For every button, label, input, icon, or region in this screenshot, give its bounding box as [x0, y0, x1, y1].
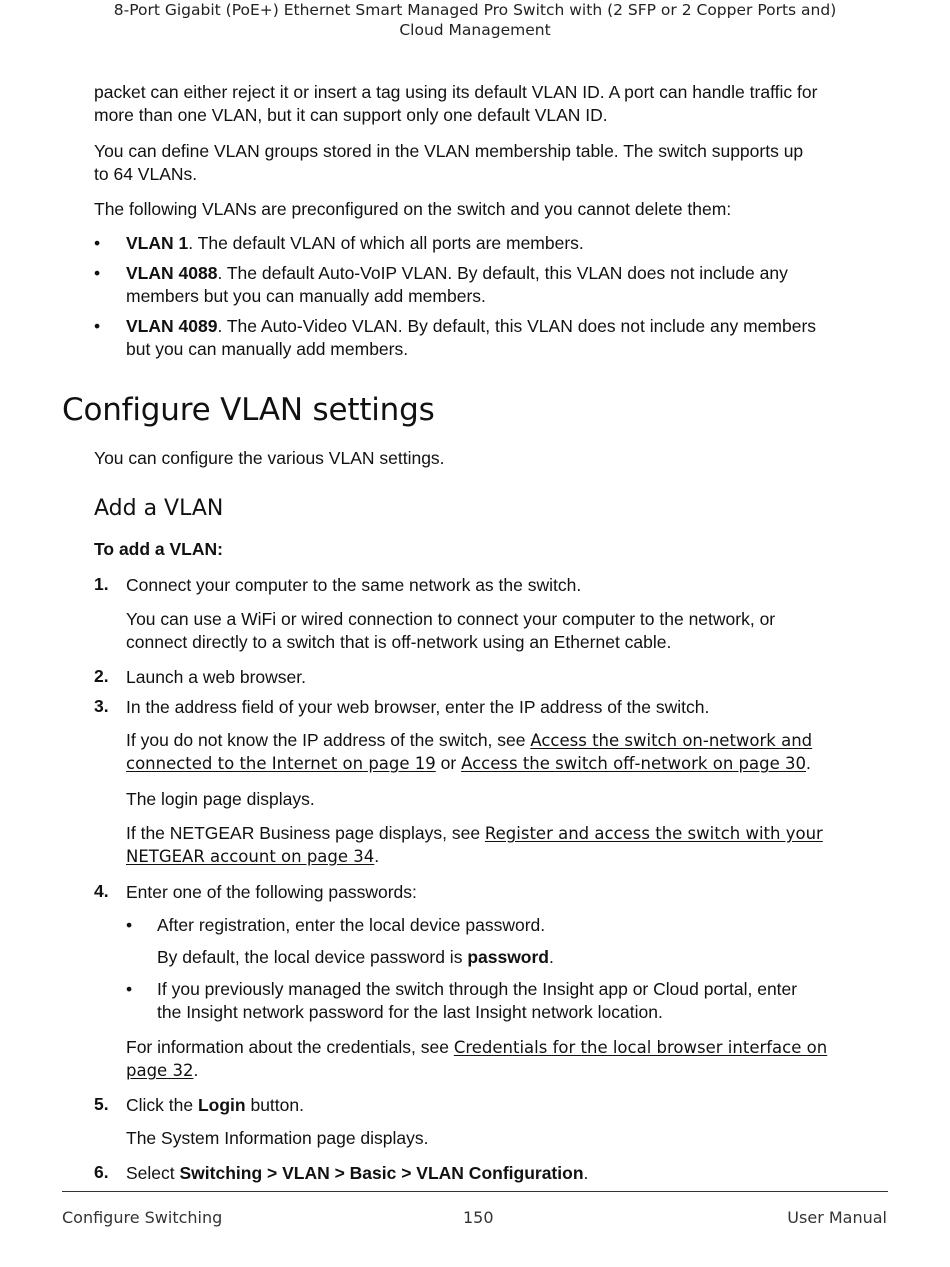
- step-6-text: Select Switching > VLAN > Basic > VLAN Configuration.: [126, 1163, 589, 1183]
- footer-doc-type: User Manual: [787, 1208, 887, 1227]
- step-3-ip-note: If you do not know the IP address of the switch, see Access the switch on-network and connected to the Internet on page 19 or Access the switch off-network on page 30.: [126, 730, 813, 773]
- link-access-on-network[interactable]: Access the switch on-network and: [530, 731, 813, 750]
- section-title: Configure VLAN settings: [62, 392, 435, 428]
- step-number: 3.: [94, 696, 109, 716]
- step-number: 4.: [94, 881, 109, 901]
- footer-chapter: Configure Switching: [62, 1208, 223, 1227]
- step-number: 2.: [94, 666, 109, 686]
- intro-paragraph-1: packet can either reject it or insert a tag using its default VLAN ID. A port can handle traffic for more than one VLAN, but it can support only one default VLAN ID.: [94, 82, 818, 125]
- step-number: 1.: [94, 574, 109, 594]
- link-access-on-network-cont[interactable]: connected to the Internet on page 19: [126, 754, 436, 773]
- step-1-text: Connect your computer to the same network as the switch.: [126, 575, 582, 595]
- link-register-access[interactable]: Register and access the switch with your: [484, 824, 823, 843]
- step-3-business-note: If the NETGEAR Business page displays, see Register and access the switch with your NETGEAR account on page 34.: [126, 823, 823, 866]
- section-intro: You can configure the various VLAN settings.: [94, 448, 445, 468]
- step-4-text: Enter one of the following passwords:: [126, 882, 417, 902]
- step-3-text: In the address field of your web browser, enter the IP address of the switch.: [126, 697, 710, 717]
- step-4-credentials-note: For information about the credentials, see Credentials for the local browser interface on page 32.: [126, 1037, 828, 1080]
- procedure-heading: To add a VLAN:: [94, 539, 223, 559]
- footer-page-number: 150: [463, 1208, 494, 1227]
- step-4-option-2: If you previously managed the switch through the Insight app or Cloud portal, enter the Insight network password for the last Insight network location.: [157, 979, 798, 1022]
- intro-paragraph-3: The following VLANs are preconfigured on the switch and you cannot delete them:: [94, 199, 732, 219]
- step-1-note: You can use a WiFi or wired connection to connect your computer to the network, or connect directly to a switch that is off-network using an Ethernet cable.: [126, 609, 776, 652]
- header-line-2: Cloud Management: [399, 21, 551, 39]
- vlan-list-item: VLAN 4089. The Auto-Video VLAN. By default, this VLAN does not include any members but you can manually add members.: [126, 316, 817, 359]
- vlan-list-item: VLAN 4088. The default Auto-VoIP VLAN. By default, this VLAN does not include any members but you can manually add members.: [126, 263, 788, 306]
- header-line-1: 8-Port Gigabit (PoE+) Ethernet Smart Managed Pro Switch with (2 SFP or 2 Copper Ports and): [113, 1, 837, 19]
- bullet-marker: •: [126, 915, 133, 935]
- step-5-note: The System Information page displays.: [126, 1128, 429, 1148]
- vlan-list-item: VLAN 1. The default VLAN of which all ports are members.: [126, 233, 584, 253]
- bullet-marker: •: [94, 263, 101, 283]
- running-header: [0, 0, 950, 40]
- bullet-marker: •: [126, 979, 133, 999]
- step-4-option-1-note: By default, the local device password is password.: [157, 947, 554, 967]
- bullet-marker: •: [94, 233, 101, 253]
- step-2-text: Launch a web browser.: [126, 667, 306, 687]
- link-register-access-cont[interactable]: NETGEAR account on page 34: [126, 847, 375, 866]
- step-number: 6.: [94, 1162, 109, 1182]
- step-5-text: Click the Login button.: [126, 1095, 304, 1115]
- link-access-off-network[interactable]: Access the switch off-network on page 30: [461, 754, 806, 773]
- footer-divider: [62, 1191, 888, 1192]
- bullet-marker: •: [94, 316, 101, 336]
- link-credentials[interactable]: Credentials for the local browser interface on: [453, 1038, 828, 1057]
- intro-paragraph-2: You can define VLAN groups stored in the VLAN membership table. The switch supports up to 64 VLANs.: [94, 141, 804, 184]
- link-credentials-cont[interactable]: page 32: [126, 1061, 194, 1080]
- step-4-option-1: After registration, enter the local device password.: [157, 915, 546, 935]
- subsection-title: Add a VLAN: [94, 496, 224, 521]
- step-3-login-note: The login page displays.: [126, 789, 315, 809]
- step-number: 5.: [94, 1094, 109, 1114]
